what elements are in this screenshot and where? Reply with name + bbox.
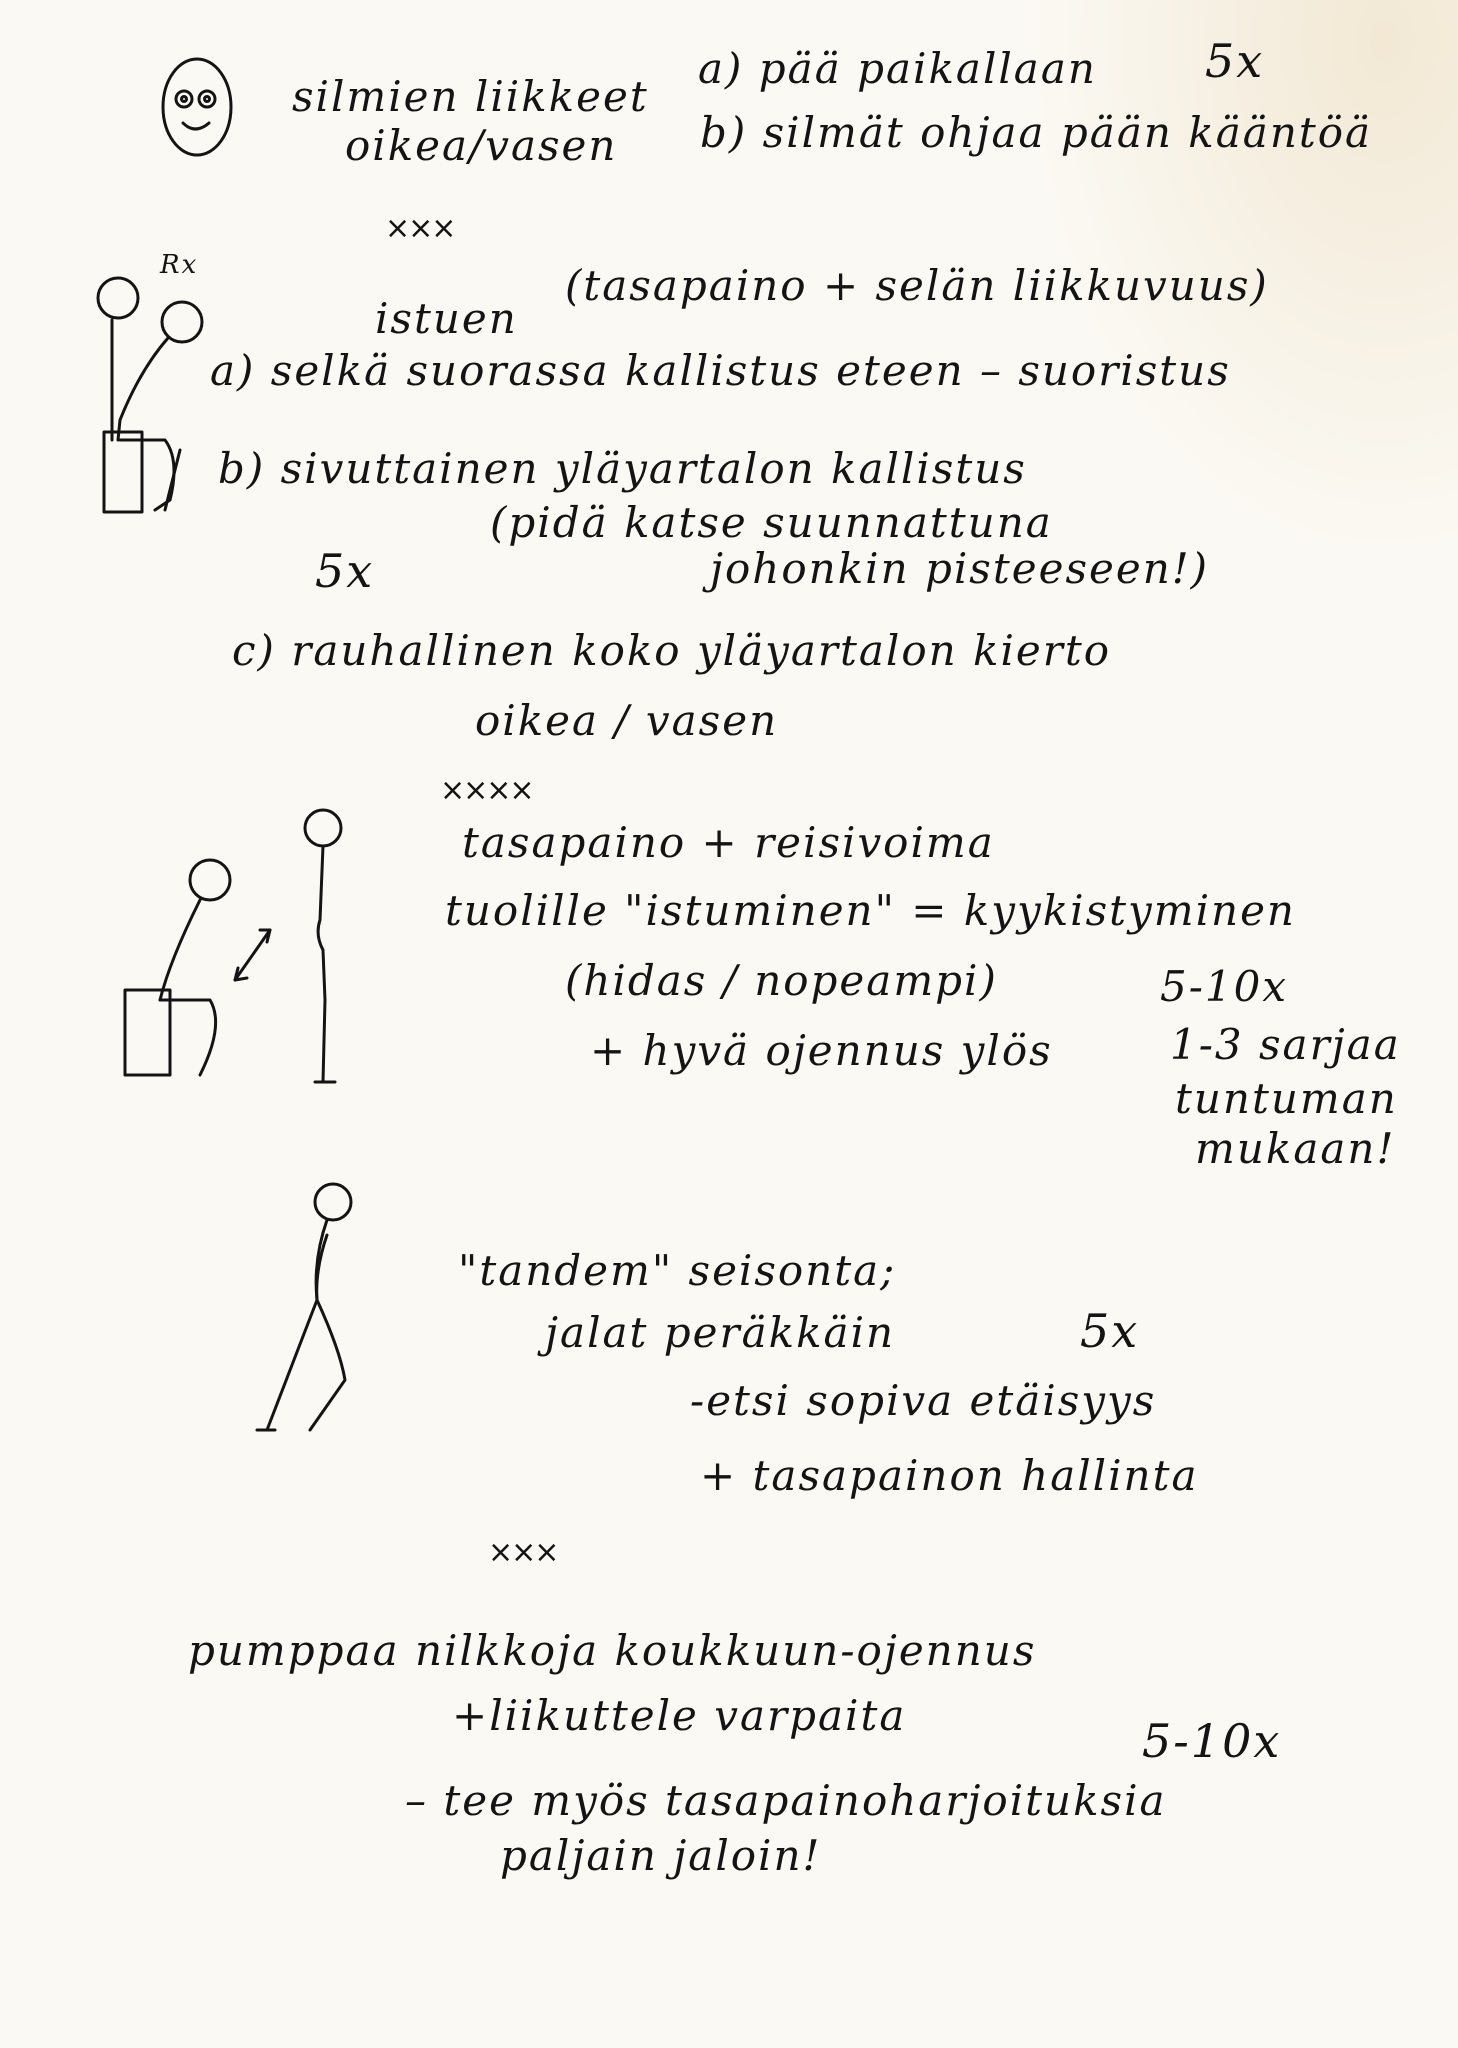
seated-heading: istuen	[375, 294, 518, 343]
separator-3: ×××	[488, 1535, 558, 1570]
tandem-line-1: jalat peräkkäin	[545, 1308, 896, 1357]
ankle-line-1: pumppaa nilkkoja koukkuun-ojennus	[188, 1626, 1037, 1675]
eye-exercise-reps: 5x	[1205, 34, 1265, 88]
squat-sets-note-2: mukaan!	[1195, 1124, 1396, 1173]
eye-exercise-direction: oikea/vasen	[345, 121, 618, 170]
ankle-line-3: – tee myös tasapainoharjoituksia	[405, 1776, 1167, 1825]
seated-item-b: b) sivuttainen yläyartalon kallistus	[218, 444, 1027, 493]
seated-figure-label: Rx	[160, 250, 199, 280]
squat-line-1: tuolille "istuminen" = kyykistyminen	[445, 886, 1296, 935]
squat-sets-note-1: tuntuman	[1175, 1074, 1398, 1123]
seated-item-c: c) rauhallinen koko yläyartalon kierto	[232, 626, 1112, 675]
tandem-reps: 5x	[1080, 1304, 1140, 1358]
eye-exercise-title: silmien liikkeet	[292, 72, 649, 121]
seated-figure-drawing	[90, 260, 220, 520]
seated-item-b-note-1: (pidä katse suunnattuna	[490, 498, 1053, 547]
seated-heading-note: (tasapaino + selän liikkuvuus)	[565, 261, 1269, 310]
face-drawing	[155, 55, 245, 165]
squat-sets: 1-3 sarjaa	[1170, 1020, 1401, 1069]
squat-figures-drawing	[115, 800, 365, 1100]
eye-exercise-item-b: b) silmät ohjaa pään kääntöä	[700, 108, 1373, 157]
ankle-line-4: paljain jaloin!	[500, 1831, 822, 1880]
eye-exercise-item-a: a) pää paikallaan	[698, 44, 1097, 93]
squat-line-2: (hidas / nopeampi)	[565, 956, 998, 1005]
seated-item-a: a) selkä suorassa kallistus eteen – suoristus	[210, 346, 1231, 395]
tandem-figure-drawing	[255, 1180, 365, 1440]
separator-1: ×××	[385, 211, 455, 246]
tandem-heading: "tandem" seisonta;	[458, 1246, 897, 1295]
seated-item-b-note-2: johonkin pisteeseen!)	[710, 544, 1210, 593]
seated-reps: 5x	[315, 544, 375, 598]
squat-heading: tasapaino + reisivoima	[462, 818, 995, 867]
ankle-reps: 5-10x	[1142, 1714, 1282, 1768]
ankle-line-2: +liikuttele varpaita	[452, 1691, 907, 1740]
tandem-line-3: + tasapainon hallinta	[700, 1451, 1199, 1500]
squat-line-3: + hyvä ojennus ylös	[590, 1026, 1053, 1075]
seated-item-c-sub: oikea / vasen	[475, 696, 779, 745]
separator-2: ××××	[440, 773, 533, 808]
squat-reps: 5-10x	[1160, 962, 1289, 1011]
tandem-line-2: -etsi sopiva etäisyys	[690, 1376, 1157, 1425]
